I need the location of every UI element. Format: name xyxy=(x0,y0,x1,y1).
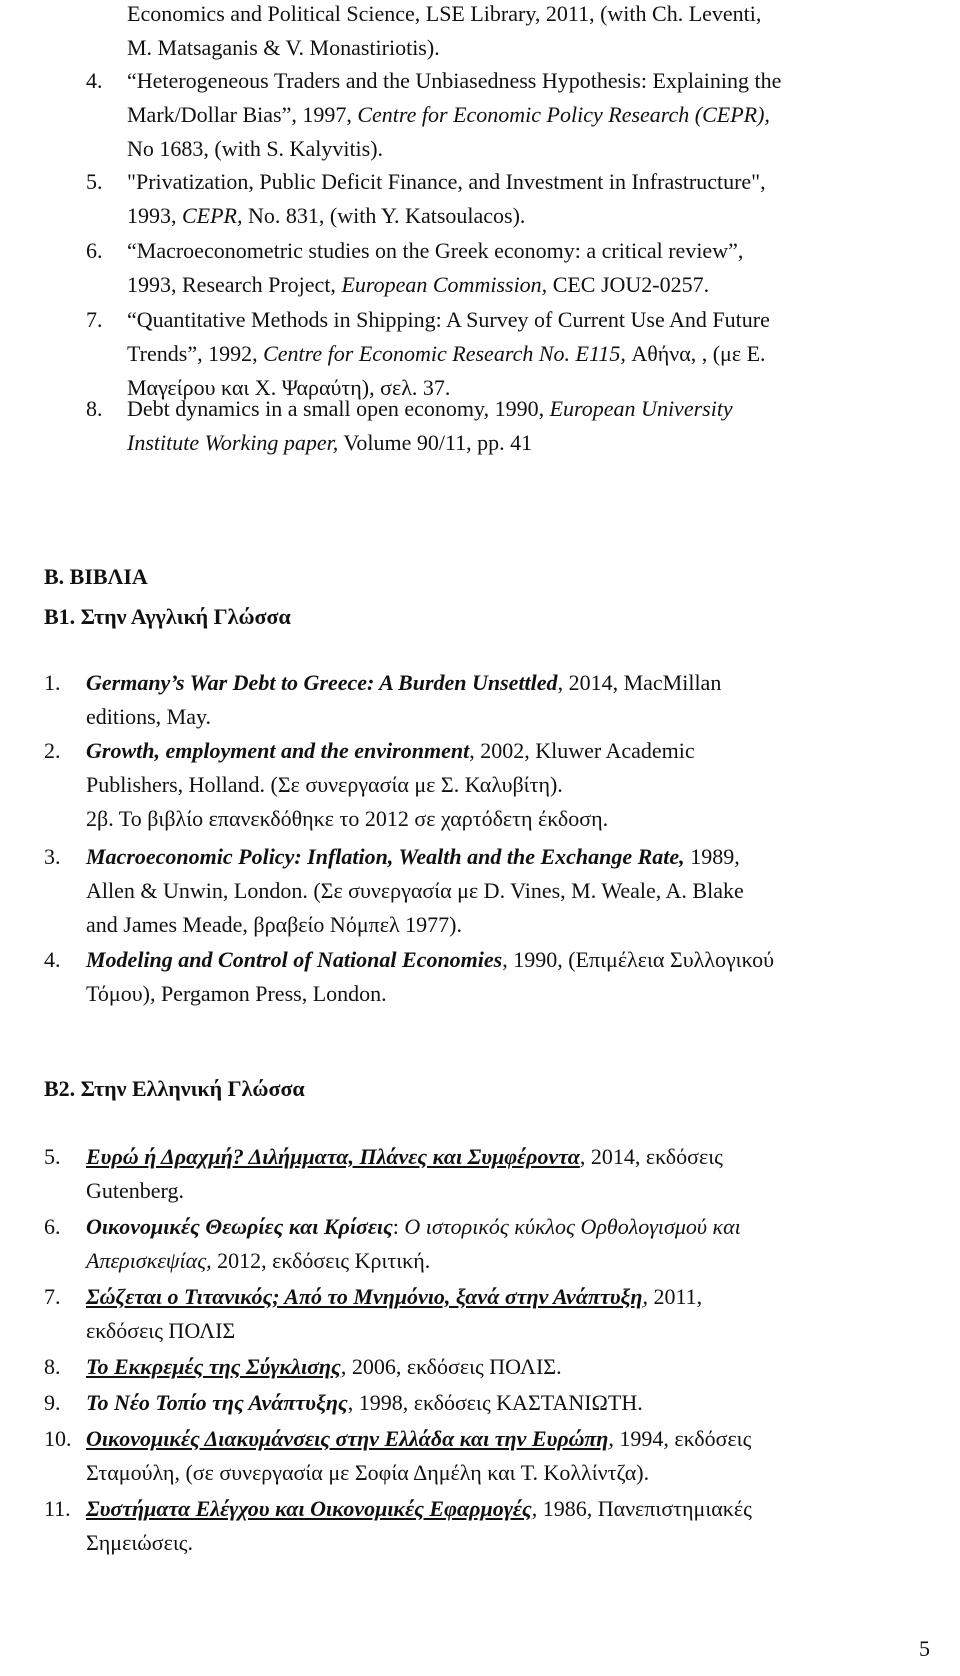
paper-title-line: "Privatization, Public Deficit Finance, and Investment in Infrastructure", xyxy=(127,169,766,194)
page-number: 5 xyxy=(919,1636,930,1661)
paper-venue: European University xyxy=(549,396,733,421)
book-title: Growth, employment and the environment xyxy=(86,738,470,763)
book-details: editions, May. xyxy=(86,704,212,729)
paper-text: Trends”, 1992, xyxy=(127,341,264,366)
item-number: 9. xyxy=(44,1390,61,1415)
book-details: Publishers, Holland. (Σε συνεργασία με Σ. Καλυβίτη). xyxy=(86,772,563,797)
paper-title-line: “Macroeconometric studies on the Greek economy: a critical review”, xyxy=(127,238,744,263)
book-details: : xyxy=(392,1214,405,1239)
paper-text: Volume 90/11, pp. 41 xyxy=(338,430,533,455)
book-details: Τόμου), Pergamon Press, London. xyxy=(86,981,387,1006)
book-title: Σώζεται ο Τιτανικός; Από το Μνημόνιο, ξανά στην Ανάπτυξη xyxy=(86,1284,643,1309)
section-heading-greek-books: Β2. Στην Ελληνική Γλώσσα xyxy=(44,1076,305,1101)
item-number: 7. xyxy=(44,1284,61,1309)
paper-title-line: “Quantitative Methods in Shipping: A Survey of Current Use And Future xyxy=(127,307,770,332)
paper-title-line: “Heterogeneous Traders and the Unbiasedness Hypothesis: Explaining the xyxy=(127,68,782,93)
section-heading-english-books: Β1. Στην Αγγλική Γλώσσα xyxy=(44,604,291,629)
book-details: , 2014, MacMillan xyxy=(557,670,722,695)
book-details: , 1998, εκδόσεις ΚΑΣΤΑΝΙΩΤΗ. xyxy=(347,1390,643,1415)
item-3-continuation xyxy=(127,0,917,65)
book-details: , 1986, Πανεπιστημιακές xyxy=(531,1496,752,1521)
book-details: 2012, εκδόσεις Κριτική. xyxy=(211,1248,431,1273)
item-number: 4. xyxy=(44,947,61,972)
paper-text: 1993, xyxy=(127,203,182,228)
item-number: 1. xyxy=(44,670,61,695)
book-title: Germany’s War Debt to Greece: A Burden Unsettled xyxy=(86,670,558,695)
paper-text: Mark/Dollar Bias”, 1997, xyxy=(127,102,358,127)
item-number: 11. xyxy=(44,1496,71,1521)
item-number: 3. xyxy=(44,844,61,869)
section-heading-books: Β. ΒΙΒΛΙΑ xyxy=(44,564,148,589)
paper-text: Αθήνα, , (με Ε. xyxy=(625,341,766,366)
book-details: , 2014, εκδόσεις xyxy=(579,1144,723,1169)
book-title: Το Νέο Τοπίο της Ανάπτυξης xyxy=(86,1390,348,1415)
book-details: 2β. Το βιβλίο επανεκδόθηκε το 2012 σε χαρτόδετη έκδοση. xyxy=(86,806,609,831)
paper-text: No. 831, (with Y. Katsoulacos). xyxy=(242,203,526,228)
book-details: , 2006, εκδόσεις ΠΟΛΙΣ. xyxy=(340,1354,562,1379)
paper-text: 1993, Research Project, xyxy=(127,272,342,297)
item-number: 6. xyxy=(86,238,103,263)
paper-text: No 1683, (with S. Kalyvitis). xyxy=(127,136,384,161)
book-details: and James Meade, βραβείο Νόμπελ 1977). xyxy=(86,912,462,937)
paper-text: Μαγείρου και Χ. Ψαραύτη), σελ. 37. xyxy=(127,375,451,400)
book-title: Modeling and Control of National Economies xyxy=(86,947,503,972)
paper-venue: Centre for Economic Research No. E115, xyxy=(263,341,626,366)
item-number: 8. xyxy=(44,1354,61,1379)
paper-text: CEC JOU2-0257. xyxy=(547,272,710,297)
book-title: Συστήματα Ελέγχου και Οικονομικές Εφαρμογές xyxy=(86,1496,532,1521)
paper-title-line: Debt dynamics in a small open economy, 1990, xyxy=(127,396,550,421)
item-number: 7. xyxy=(86,307,103,332)
item-number: 4. xyxy=(86,68,103,93)
item-number: 5. xyxy=(86,169,103,194)
continuation-line: Economics and Political Science, LSE Library, 2011, (with Ch. Leventi, xyxy=(127,1,762,26)
book-title: Οικονομικές Διακυμάνσεις στην Ελλάδα και την Ευρώπη xyxy=(86,1426,609,1451)
book-details: 1989, xyxy=(684,844,740,869)
book-details: , 1994, εκδόσεις xyxy=(608,1426,752,1451)
item-number: 10. xyxy=(44,1426,72,1451)
item-number: 5. xyxy=(44,1144,61,1169)
book-details: Gutenberg. xyxy=(86,1178,184,1203)
book-subtitle: Ο ιστορικός κύκλος Ορθολογισμού και xyxy=(404,1214,741,1239)
book-title: Το Εκκρεμές της Σύγκλισης xyxy=(86,1354,341,1379)
book-details: Allen & Unwin, London. (Σε συνεργασία με D. Vines, M. Weale, A. Blake xyxy=(86,878,744,903)
item-number: 8. xyxy=(86,396,103,421)
paper-venue: CEPR, xyxy=(182,203,243,228)
book-title: Macroeconomic Policy: Inflation, Wealth and the Exchange Rate, xyxy=(86,844,685,869)
book-details: , 2011, xyxy=(642,1284,703,1309)
continuation-line: M. Matsaganis & V. Monastiriotis). xyxy=(127,35,440,60)
item-number: 6. xyxy=(44,1214,61,1239)
paper-venue: European Commission, xyxy=(341,272,548,297)
book-title: Ευρώ ή Δραχμή? Διλήμματα, Πλάνες και Συμφέροντα xyxy=(86,1144,580,1169)
item-number: 2. xyxy=(44,738,61,763)
paper-venue: Institute Working paper, xyxy=(127,430,339,455)
book-title: Οικονομικές Θεωρίες και Κρίσεις xyxy=(86,1214,393,1239)
book-subtitle: Απερισκεψίας, xyxy=(86,1248,212,1273)
book-details: εκδόσεις ΠΟΛΙΣ xyxy=(86,1318,236,1343)
book-details: Σταμούλη, (σε συνεργασία με Σοφία Δημέλη και Τ. Κολλίντζα). xyxy=(86,1460,650,1485)
book-details: , 2002, Kluwer Academic xyxy=(469,738,695,763)
book-details: Σημειώσεις. xyxy=(86,1530,193,1555)
paper-venue: Centre for Economic Policy Research (CEPR), xyxy=(357,102,770,127)
book-details: , 1990, (Επιμέλεια Συλλογικού xyxy=(502,947,775,972)
